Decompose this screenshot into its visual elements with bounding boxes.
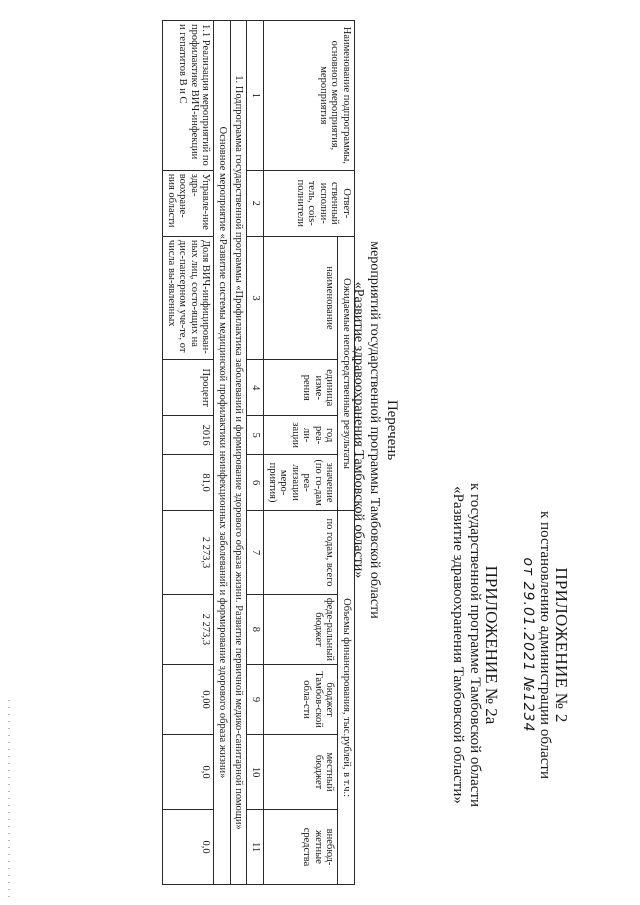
header-responsible: Ответ-ственный исполни-тель, сois-полнители [264,170,355,236]
main-activity-title: Основное мероприятие «Развитие системы медицинской профилактики неинфекционных заболеваний и формирование здорового образа жизни» [214,21,231,885]
header-year: год реа-ли-зации [264,416,338,455]
activity-unit: Процент [163,360,214,416]
col-number: 3 [247,236,264,359]
title-line-0: Перечень [384,399,400,461]
appendix-2a-program-ref: к государственной программе Тамбовской области [467,482,483,808]
funding-regional: 0,00 [163,665,214,735]
header-regional: бюджет Тамбов-ской обла-сти [264,665,338,735]
activity-name: 1.1 Реализация мероприятий по профилактике ВИЧ-инфекции и гепатитов В и С [163,21,214,171]
header-federal: феде-ральный бюджет [264,594,338,664]
col-number: 8 [247,594,264,664]
col-number: 11 [247,810,264,885]
col-number: 1 [247,21,264,171]
col-number: 4 [247,360,264,416]
col-number: 10 [247,735,264,810]
title-line-1: мероприятий государственной программы Тамбовской области [367,241,382,619]
header-unit: единица изме-рения [264,360,338,416]
col-number: 5 [247,416,264,455]
header-row-1 [338,21,355,885]
header-total: по годам, всего [264,511,338,595]
header-local: местный бюджет [264,735,338,810]
activity-indicator: Доля ВИЧ-инфицирован-ных лиц, состо-ящих на дис-пансерном уче-те, от числа вы-явленных [163,236,214,359]
appendix-header [519,465,570,825]
header-expected-results: Ожидаемые непосредственные результаты [338,236,355,510]
subprogram-title: 1. Подпрограмма государственной программы «Профилактика заболеваний и формирование здорового образа жизни. Развитие первичной медико-санитарной помощи» [231,21,248,885]
column-number-row [247,21,264,885]
funding-federal: 2 273,3 [163,594,214,664]
header-extra: внебюд-жетные средства [264,810,338,885]
col-number: 2 [247,170,264,236]
appendix-2a-title: ПРИЛОЖЕНИЕ № 2а [482,565,501,725]
header-indicator-name: наименование [264,236,338,359]
activity-value: 81,0 [163,454,214,510]
title-line-2: «Развитие здравоохранения Тамбовской области» [351,281,366,579]
funding-extra: 0,0 [163,810,214,885]
activities-table [163,20,356,885]
col-number: 7 [247,511,264,595]
header-value: значение (по го-дам реа-лизации меро-приятия) [264,454,338,510]
activity-responsible: Управле-ние здра-воохране-ния области [163,170,214,236]
appendix-resolution: к постановлению администрации области [537,511,553,779]
appendix-2a-program-name: «Развитие здравоохранения Тамбовской области» [450,486,466,804]
handwritten-date-number: от 29.01.2021 №1234 [520,557,536,733]
col-number: 9 [247,665,264,735]
main-activity-row [214,21,231,885]
document-title [350,180,400,680]
table-row [163,21,214,885]
funding-local: 0,0 [163,735,214,810]
subprogram-row [231,21,248,885]
funding-total: 2 273,3 [163,511,214,595]
appendix-title: ПРИЛОЖЕНИЕ № 2 [552,567,571,723]
activity-year: 2016 [163,416,214,455]
appendix-2a-header [449,465,500,825]
col-number: 6 [247,454,264,510]
header-name: Наименование подпрограммы, основного мероприятия, мероприятия [264,21,355,171]
header-funding: Объемы финансирования, тыс.рублей, в т.ч.: [338,511,355,885]
